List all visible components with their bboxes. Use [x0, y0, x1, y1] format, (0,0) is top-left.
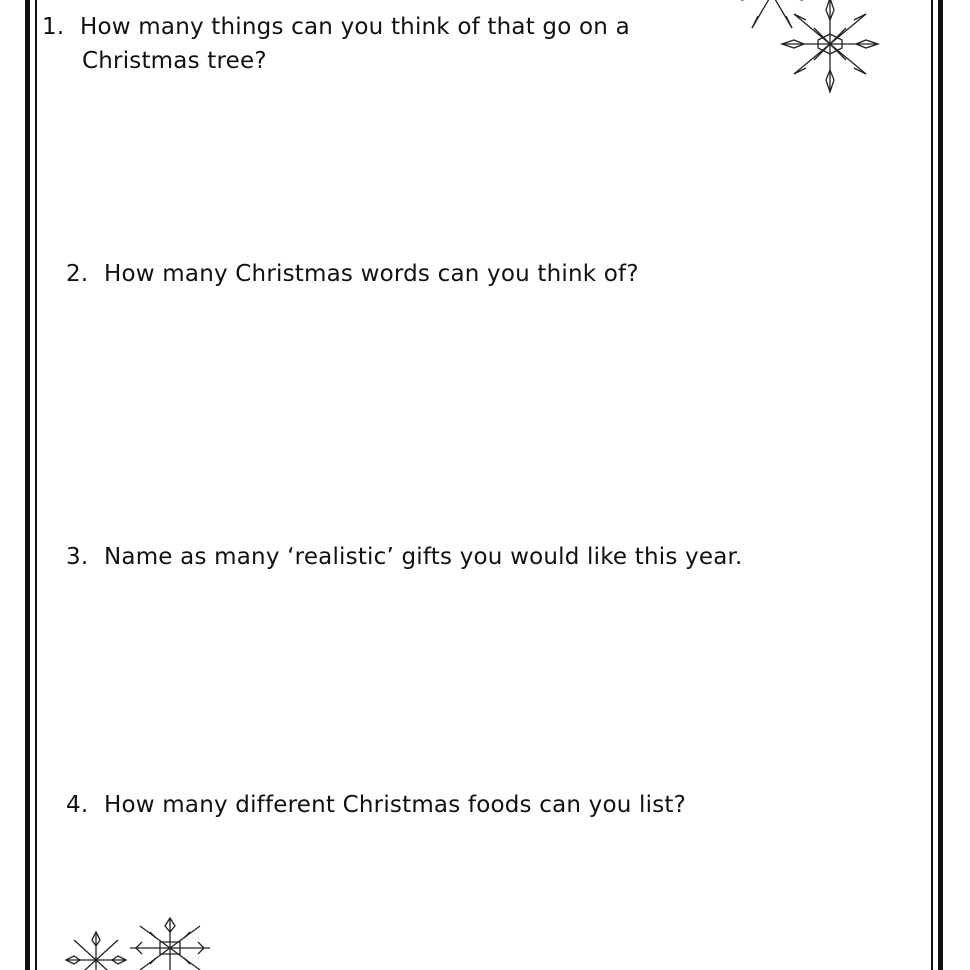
question-3-number: 3.: [66, 544, 89, 570]
page-border-right-outer: [938, 0, 943, 970]
snowflake-icon: [62, 912, 222, 970]
question-3-text: Name as many ‘realistic’ gifts you would like this year.: [104, 544, 743, 570]
question-2-number: 2.: [66, 261, 89, 287]
question-1-text-line2: Christmas tree?: [82, 48, 267, 74]
page-border-left-outer: [25, 0, 30, 970]
question-1-text-line1: How many things can you think of that go on a: [80, 14, 630, 40]
page-border-right-inner: [931, 0, 933, 970]
question-1-number: 1.: [42, 14, 65, 40]
page-border-left-inner: [35, 0, 37, 970]
question-3: [66, 540, 743, 574]
question-2: [66, 257, 639, 291]
snowflake-icon: [722, 0, 892, 100]
question-4-number: 4.: [66, 792, 89, 818]
question-4-text: How many different Christmas foods can you list?: [104, 792, 687, 818]
question-2-text: How many Christmas words can you think of?: [104, 261, 639, 287]
question-1: [42, 10, 630, 78]
question-4: [66, 788, 686, 822]
